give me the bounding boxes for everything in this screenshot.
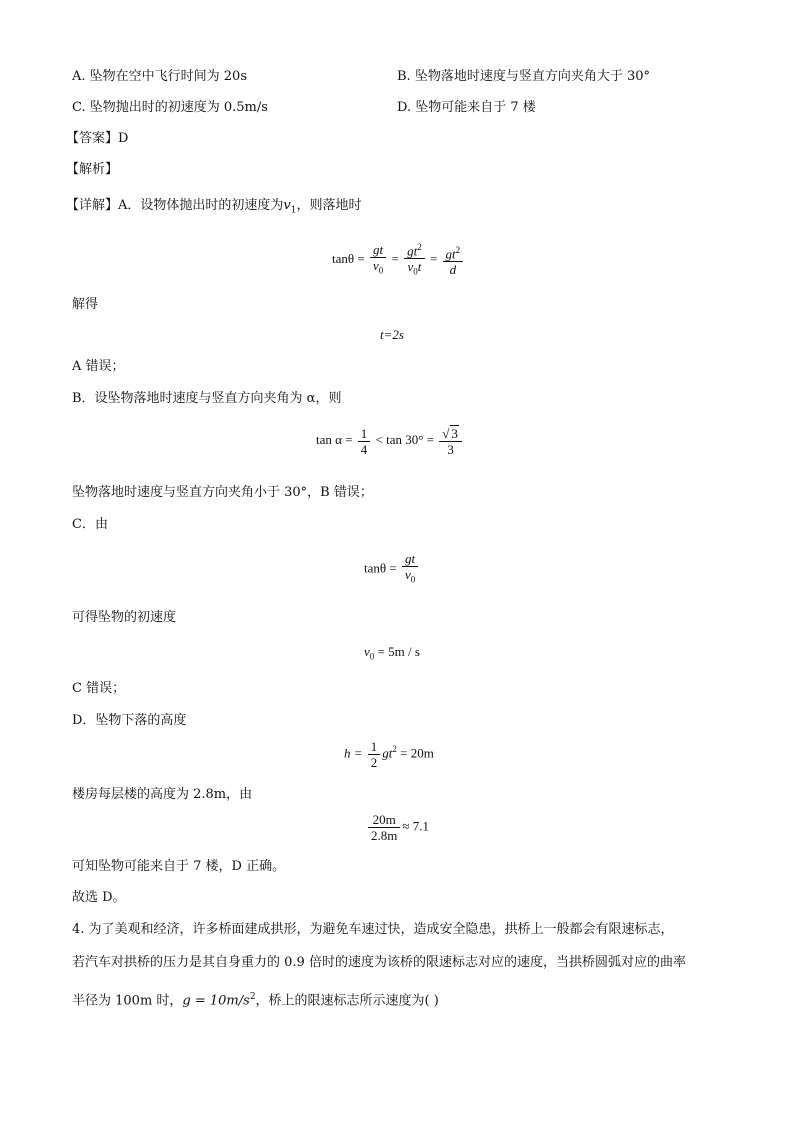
answer-line — [66, 130, 128, 148]
eq1-f2-sup: 2 — [417, 242, 422, 252]
eq7-den: 2.8m — [371, 828, 398, 843]
eq7-num: 20m — [368, 812, 400, 828]
eq4-lhs: tanθ = — [364, 560, 397, 576]
eq6-num: 1 — [368, 739, 381, 755]
q4-line1: 4. 为了美观和经济，许多桥面建成拱形，为避免车速过快，造成安全隐患，拱桥上一般都会有限速标志， — [72, 922, 674, 937]
eq1-f3-den: d — [449, 262, 457, 278]
eq1-frac1 — [370, 242, 386, 279]
explain-label: 【详解】 — [66, 198, 119, 213]
equation-t: t=2s — [380, 327, 404, 342]
eq5-v: v — [364, 644, 370, 659]
q4-line3-b: ，桥上的限速标志所示速度为( ) — [255, 993, 439, 1009]
option-c: C. 坠物抛出时的初速度为 0.5m/s — [72, 100, 268, 115]
eq1-frac2 — [404, 240, 425, 280]
q4-line3 — [72, 988, 439, 1010]
explain-intro — [66, 197, 362, 220]
eq6-den: 2 — [370, 755, 378, 770]
equation-v0 — [364, 644, 420, 662]
d-conclusion: 可知坠物可能来自于 7 楼，D 正确。 — [72, 859, 286, 874]
eq3-lhs: tan α = — [316, 431, 353, 447]
eq6-sup: 2 — [392, 744, 397, 755]
eq3-f2-den: 3 — [447, 442, 454, 457]
option-b: B. 坠物落地时速度与竖直方向夹角大于 30° — [397, 69, 650, 84]
jiede-text: 解得 — [72, 297, 99, 312]
eq3-f1-den: 4 — [360, 441, 368, 457]
eq1-eq-a: = — [391, 250, 399, 266]
eq1-f1-num: gt — [370, 242, 386, 258]
analysis-label: 【解析】 — [66, 162, 119, 177]
eq7-rest: ≈ 7.1 — [402, 818, 430, 834]
answer-label: 【答案】 — [66, 131, 119, 146]
c-mid: 可得坠物的初速度 — [72, 610, 177, 625]
b-intro: B．设坠物落地时速度与竖直方向夹角为 α，则 — [72, 391, 342, 406]
explain-intro-text: A．设物体抛出时的初速度为 — [118, 198, 284, 213]
d-intro: D．坠物下落的高度 — [72, 713, 187, 728]
eq5-sub: 0 — [369, 651, 375, 662]
eq6-rest: = 20m — [396, 745, 434, 761]
equation-height — [344, 739, 434, 770]
q4-g: g = 10m/s — [182, 993, 250, 1009]
intro-sub: 1 — [290, 205, 297, 216]
equation-tan-alpha — [316, 425, 464, 457]
eq1-lhs: tanθ = — [332, 250, 365, 266]
equation-floors — [366, 812, 429, 843]
intro-var: v — [283, 198, 291, 213]
choose-d: 故选 D。 — [72, 890, 126, 905]
q4-line2: 若汽车对拱桥的压力是其自身重力的 0.9 倍时的速度为该桥的限速标志对应的速度，当拱桥圆弧对应的曲率 — [72, 955, 686, 970]
eq7-frac — [368, 812, 400, 843]
intro-tail: ，则落地时 — [296, 198, 362, 213]
eq4-frac — [402, 551, 418, 588]
eq1-f2-num: gt — [407, 243, 418, 259]
eq1-f1-den-v: v — [372, 257, 379, 273]
eq4-num: gt — [402, 551, 418, 567]
equation-tan-theta-2 — [364, 551, 420, 588]
a-wrong: A 错误； — [72, 359, 125, 374]
eq3-f1-num: 1 — [358, 426, 371, 442]
eq4-den-v: v — [404, 567, 411, 582]
eq3-sqrt: 3 — [451, 426, 458, 441]
eq1-f3-sup: 2 — [455, 244, 461, 255]
eq1-f3-num: gt — [445, 246, 456, 262]
eq6-gt: gt — [382, 745, 393, 761]
eq1-f2-den-sub: 0 — [413, 266, 418, 277]
option-d: D. 坠物可能来自于 7 楼 — [397, 100, 536, 115]
eq1-f1-den-sub: 0 — [378, 265, 384, 276]
eq1-f2-den-t: t — [417, 259, 422, 275]
eq3-frac1 — [358, 426, 371, 457]
eq5-rest: = 5m / s — [374, 644, 420, 659]
eq1-frac3 — [443, 243, 464, 277]
eq3-mid: < tan 30° = — [375, 431, 435, 447]
answer-value: D — [118, 131, 129, 146]
eq4-den-sub: 0 — [410, 574, 416, 585]
c-wrong: C 错误； — [72, 681, 126, 696]
q4-line3-a: 半径为 100m 时， — [72, 993, 183, 1009]
eq1-f2-den-v: v — [407, 259, 414, 275]
option-a: A. 坠物在空中飞行时间为 20s — [72, 69, 247, 84]
eq1-eq-b: = — [429, 250, 438, 266]
q4-g-sup: 2 — [249, 992, 256, 1002]
c-intro: C．由 — [72, 517, 108, 532]
eq6-lhs: h = — [344, 745, 363, 761]
equation-tan-theta — [332, 240, 465, 280]
eq3-frac2: $\frac{√ 3}{3}$ — [439, 425, 462, 457]
eq6-frac — [368, 739, 381, 770]
d-floor: 楼房每层楼的高度为 2.8m，由 — [72, 787, 253, 802]
b-conclusion: 坠物落地时速度与竖直方向夹角小于 30°，B 错误； — [72, 485, 373, 500]
